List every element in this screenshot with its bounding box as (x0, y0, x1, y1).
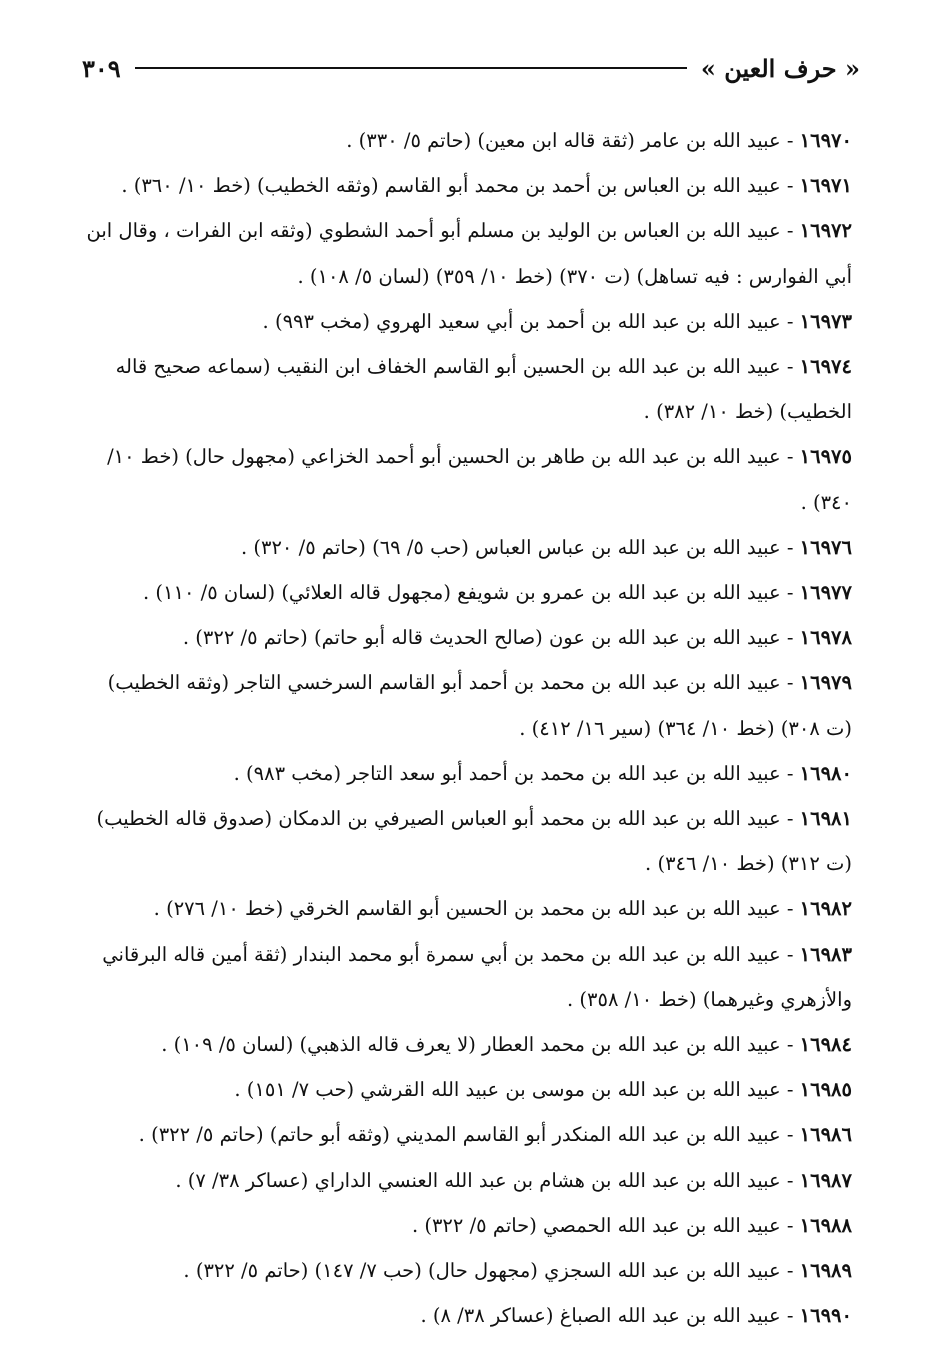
entry-text: - عبيد الله بن عبد الله بن محمد بن أحمد أبو القاسم السرخسي التاجر (وثقه الخطيب) (ت ٣٠٨) (خط ١٠/ ٣٦٤) (سير ١٦/ ٤١٢) . (107, 671, 852, 740)
entry-text: - عبيد الله بن عبد الله بن هشام بن عبد الله العنسي الداراي (عساكر ٣٨/ ٧) . (175, 1168, 800, 1192)
entry-number: ١٦٩٧٩ (799, 671, 852, 695)
entry-text: - عبيد الله بن عبد الله بن أحمد بن أبي سعيد الهروي (مخب ٩٩٣) . (262, 309, 800, 333)
list-item (82, 1293, 852, 1338)
entry-number: ١٦٩٨٨ (799, 1213, 852, 1237)
entry-number: ١٦٩٧٥ (799, 445, 852, 469)
entry-text: - عبيد الله بن عبد الله بن محمد بن أحمد أبو سعد التاجر (مخب ٩٨٣) . (233, 761, 800, 785)
entry-text: - عبيد الله بن العباس بن الوليد بن مسلم أبو أحمد الشطوي (وثقه ابن الفرات ، وقال ابن أبي الفوارس : فيه تساهل) (ت ٣٧٠) (خط ١٠/ ٣٥٩) (لسان ٥/ ١٠٨) . (86, 219, 852, 288)
header-rule (135, 67, 687, 69)
entry-number: ١٦٩٧٢ (799, 219, 852, 243)
entry-text: - عبيد الله بن عبد الله بن محمد بن أبي سمرة أبو محمد البندار (ثقة أمين قاله البرقاني والأزهري وغيرهما) (خط ١٠/ ٣٥٨) . (102, 942, 852, 1011)
entry-number: ١٦٩٨٥ (799, 1078, 852, 1102)
entry-text: - عبيد الله بن عامر (ثقة قاله ابن معين) (حاتم ٥/ ٣٣٠) . (346, 129, 800, 152)
entry-text: - عبيد الله بن عبد الله بن محمد أبو العباس الصيرفي بن الدمكان (صدوق قاله الخطيب) (ت ٣١٢) (خط ١٠/ ٣٤٦) . (96, 807, 852, 876)
list-item (82, 299, 852, 344)
entry-text: - عبيد الله بن عبد الله بن الحسين أبو القاسم الخفاف ابن النقيب (سماعه صحيح قاله الخطيب) (خط ١٠/ ٣٨٢) . (115, 355, 852, 424)
entry-text: - عبيد الله بن عبد الله الحمصي (حاتم ٥/ ٣٢٢) . (411, 1213, 800, 1237)
entry-text: - عبيد الله بن عبد الله بن محمد بن الحسين أبو القاسم الخرقي (خط ١٠/ ٢٧٦) . (153, 897, 800, 921)
entry-number: ١٦٩٨٣ (799, 942, 852, 966)
list-item (82, 1158, 852, 1203)
entry-number: ١٦٩٨٠ (799, 761, 852, 785)
entry-number: ١٦٩٨٧ (799, 1168, 852, 1192)
entry-list (82, 118, 852, 1338)
list-item (82, 1112, 852, 1157)
entry-text: - عبيد الله بن عبد الله بن عمرو بن شويفع (مجهول قاله العلائي) (لسان ٥/ ١١٠) . (143, 581, 800, 605)
entry-text: - عبيد الله بن عبد الله بن عون (صالح الحديث قاله أبو حاتم) (حاتم ٥/ ٣٢٢) . (182, 626, 800, 650)
entry-number: ١٦٩٧٠ (799, 129, 852, 152)
list-item (82, 1248, 852, 1293)
list-item (82, 118, 852, 163)
entry-text: - عبيد الله بن العباس بن أحمد بن محمد أبو القاسم (وثقه الخطيب) (خط ١٠/ ٣٦٠) . (121, 174, 800, 198)
entry-number: ١٦٩٧٨ (799, 626, 852, 650)
entry-number: ١٦٩٨٤ (799, 1033, 852, 1057)
list-item (82, 163, 852, 208)
list-item (82, 570, 852, 615)
running-title: « حرف العين » (700, 53, 860, 83)
list-item (82, 1022, 852, 1067)
entry-number: ١٦٩٧٤ (799, 355, 852, 379)
entry-number: ١٦٩٨٢ (799, 897, 852, 921)
list-item (82, 1067, 852, 1112)
list-item (82, 796, 852, 886)
list-item (82, 1203, 852, 1248)
entry-number: ١٦٩٩٠ (799, 1304, 852, 1328)
entry-number: ١٦٩٨٩ (799, 1259, 852, 1283)
list-item (82, 615, 852, 660)
list-item (82, 660, 852, 750)
entry-text: - عبيد الله بن عبد الله السجزي (مجهول حال) (حب ٧/ ١٤٧) (حاتم ٥/ ٣٢٢) . (183, 1259, 800, 1283)
entry-number: ١٦٩٧٣ (799, 309, 852, 333)
entry-number: ١٦٩٨٦ (799, 1123, 852, 1147)
entry-text: - عبيد الله بن عبد الله بن موسى بن عبيد الله القرشي (حب ٧/ ١٥١) . (234, 1078, 800, 1102)
entry-text: - عبيد الله بن عبد الله المنكدر أبو القاسم المديني (وثقه أبو حاتم) (حاتم ٥/ ٣٢٢) . (138, 1123, 800, 1147)
list-item (82, 344, 852, 434)
entry-text: - عبيد الله بن عبد الله بن عباس العباس (حب ٥/ ٦٩) (حاتم ٥/ ٣٢٠) . (240, 535, 800, 559)
entry-number: ١٦٩٧٧ (799, 581, 852, 605)
list-item (82, 434, 852, 524)
list-item (82, 932, 852, 1022)
entry-text: - عبيد الله بن عبد الله الصباغ (عساكر ٣٨/ ٨) . (420, 1304, 800, 1328)
page-number: ٣٠٩ (82, 53, 121, 83)
list-item (82, 208, 852, 298)
entry-number: ١٦٩٧١ (799, 174, 852, 198)
entry-number: ١٦٩٨١ (799, 807, 852, 831)
list-item (82, 751, 852, 796)
page-header (82, 48, 860, 88)
entry-text: - عبيد الله بن عبد الله بن محمد العطار (لا يعرف قاله الذهبي) (لسان ٥/ ١٠٩) . (161, 1033, 800, 1057)
entry-text: - عبيد الله بن عبد الله بن طاهر بن الحسين أبو أحمد الخزاعي (مجهول حال) (خط ١٠/ ٣٤٠) . (107, 445, 852, 514)
list-item (82, 525, 852, 570)
list-item (82, 886, 852, 931)
entry-number: ١٦٩٧٦ (799, 535, 852, 559)
